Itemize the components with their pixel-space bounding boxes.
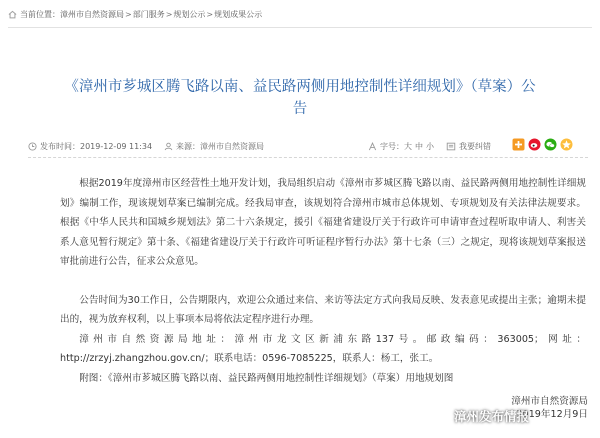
font-size-small-button[interactable]: 小: [426, 142, 434, 151]
article-title-line2: 告: [292, 100, 308, 117]
font-size-control: [368, 141, 437, 152]
signature-org: 漳州市自然资源局: [511, 396, 588, 407]
breadcrumb: [8, 9, 262, 20]
body-paragraph-1: 根据2019年度漳州市区经营性土地开发计划，我局组织启动《漳州市芗城区腾飞路以南、益民路两侧用地控制性详细规划》编制工作，现该规划草案已编制完成。经我局审查，该规划符合漳州市城市总体规划、专项规划及有关法律法规要求。根据《中华人民共和国城乡规划法》第二十六条规定，援引《福建省建设厅关于行政许可申请审查过程听取申请人、利害关系人意见暂行规定》第十条、《福建省建设厅关于行政许可听证程序暂行办法》第十七条（三）之规定，现将该规划草案报送审批前进行公告，征求公众意见。: [60, 178, 586, 267]
user-icon: [164, 142, 173, 151]
article-body: [60, 174, 586, 388]
share-buttons: [512, 138, 576, 151]
article-meta: [28, 138, 588, 154]
breadcrumb-separator: >: [206, 10, 214, 19]
publish-time-label: 发布时间：: [40, 142, 80, 151]
watermark-text: 漳州发布情报: [454, 409, 530, 424]
clock-icon: [28, 142, 37, 151]
wechat-icon[interactable]: [544, 138, 557, 151]
article-title: [20, 76, 580, 120]
breadcrumb-item-planning-notice[interactable]: 规划公示: [173, 10, 206, 19]
breadcrumb-item-bureau[interactable]: 漳州市自然资源局: [60, 10, 124, 19]
body-paragraph-2: 公告时间为30工作日，公告期限内，欢迎公众通过来信、来访等法定方式向我局反映、发表意见或提出主张；逾期未提出的，视为放弃权利，以上事项本局将依法定程序进行办理。: [60, 294, 586, 325]
publish-time: [28, 141, 152, 152]
qzone-icon[interactable]: [560, 138, 573, 151]
font-size-icon: [368, 142, 377, 151]
breadcrumb-separator: >: [165, 10, 173, 19]
font-size-large-button[interactable]: 大: [404, 142, 412, 151]
report-error-link[interactable]: [446, 141, 491, 152]
meta-divider: [28, 157, 588, 158]
publish-time-value: 2019-12-09 11:34: [80, 142, 153, 151]
share-plus-icon[interactable]: [512, 138, 525, 151]
breadcrumb-item-results-notice[interactable]: 规划成果公示: [214, 10, 263, 19]
breadcrumb-item-dept-services[interactable]: 部门服务: [132, 10, 165, 19]
home-icon: [8, 10, 17, 19]
breadcrumb-divider: [8, 27, 592, 28]
signature-date: 2019年12月9日: [516, 409, 588, 420]
watermark: [434, 407, 529, 425]
error-report-icon: [446, 142, 456, 151]
body-contact: 漳州市自然资源局地址：漳州市龙文区新浦东路137号。邮政编码：363005；网址：http://zrzyj.zhangzhou.gov.cn/；联系电话：0596-7085225，联系人：杨工，张工。: [60, 333, 586, 364]
article-source: [164, 141, 264, 152]
breadcrumb-prefix: 当前位置：: [20, 10, 60, 19]
source-label: 来源：: [176, 142, 200, 151]
source-value: 漳州市自然资源局: [200, 142, 264, 151]
wechat-icon: [434, 409, 450, 423]
article-title-line1: 《漳州市芗城区腾飞路以南、益民路两侧用地控制性详细规划》（草案）公: [64, 78, 536, 95]
report-error-label: 我要纠错: [459, 142, 491, 151]
breadcrumb-separator: >: [125, 10, 132, 19]
font-size-medium-button[interactable]: 中: [415, 142, 423, 151]
body-attachment: 附图：《漳州市芗城区腾飞路以南、益民路两侧用地控制性详细规划》（草案）用地规划图: [79, 372, 454, 384]
weibo-icon[interactable]: [528, 138, 541, 151]
font-size-label: 字号：: [380, 142, 404, 151]
